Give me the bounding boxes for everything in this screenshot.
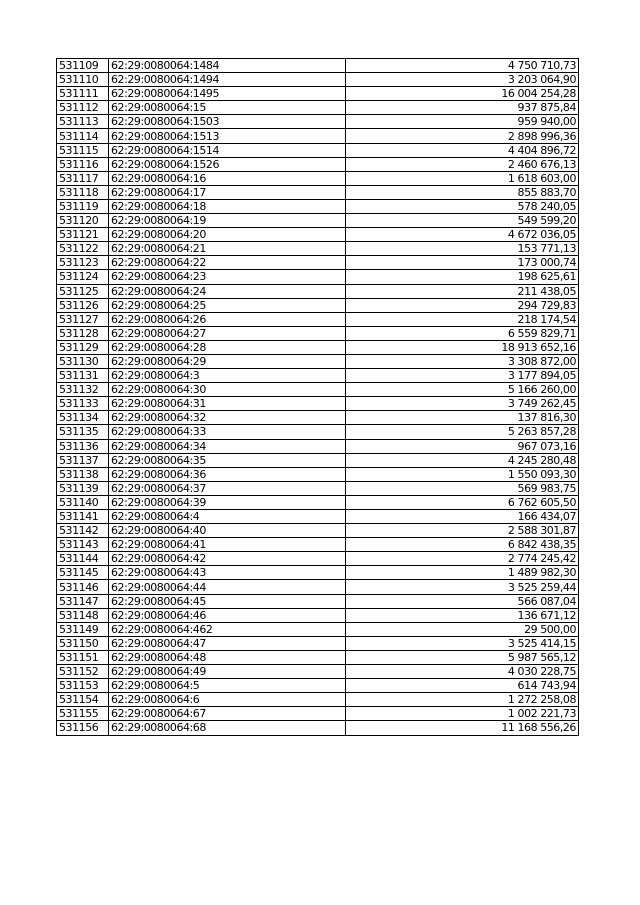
table-row (57, 199, 579, 213)
table-row (57, 707, 579, 721)
row-number-cell: 531119 (57, 199, 109, 213)
table-row (57, 129, 579, 143)
cadastral-number-cell: 62:29:0080064:32 (109, 411, 346, 425)
cadastral-number-cell: 62:29:0080064:33 (109, 425, 346, 439)
cadastral-number-cell: 62:29:0080064:4 (109, 510, 346, 524)
row-number-cell: 531111 (57, 87, 109, 101)
value-cell: 218 174,54 (346, 312, 579, 326)
table-row (57, 298, 579, 312)
value-cell: 16 004 254,28 (346, 87, 579, 101)
row-number-cell: 531109 (57, 59, 109, 73)
value-cell: 173 000,74 (346, 256, 579, 270)
cadastral-number-cell: 62:29:0080064:1484 (109, 59, 346, 73)
row-number-cell: 531149 (57, 622, 109, 636)
row-number-cell: 531127 (57, 312, 109, 326)
value-cell: 4 672 036,05 (346, 228, 579, 242)
value-cell: 211 438,05 (346, 284, 579, 298)
table-row (57, 693, 579, 707)
cadastral-number-cell: 62:29:0080064:24 (109, 284, 346, 298)
cadastral-number-cell: 62:29:0080064:67 (109, 707, 346, 721)
cadastral-number-cell: 62:29:0080064:16 (109, 171, 346, 185)
table-row (57, 214, 579, 228)
value-cell: 29 500,00 (346, 622, 579, 636)
row-number-cell: 531112 (57, 101, 109, 115)
row-number-cell: 531156 (57, 721, 109, 735)
cadastral-number-cell: 62:29:0080064:31 (109, 397, 346, 411)
cadastral-number-cell: 62:29:0080064:5 (109, 679, 346, 693)
value-cell: 566 087,04 (346, 594, 579, 608)
table-row (57, 101, 579, 115)
value-cell: 959 940,00 (346, 115, 579, 129)
row-number-cell: 531132 (57, 383, 109, 397)
row-number-cell: 531136 (57, 439, 109, 453)
table-row (57, 143, 579, 157)
table-row (57, 256, 579, 270)
table-row (57, 340, 579, 354)
table-row (57, 721, 579, 735)
value-cell: 3 177 894,05 (346, 369, 579, 383)
cadastral-number-cell: 62:29:0080064:27 (109, 326, 346, 340)
cadastral-number-cell: 62:29:0080064:15 (109, 101, 346, 115)
value-cell: 3 749 262,45 (346, 397, 579, 411)
table-row (57, 566, 579, 580)
row-number-cell: 531115 (57, 143, 109, 157)
cadastral-number-cell: 62:29:0080064:39 (109, 495, 346, 509)
table-row (57, 383, 579, 397)
row-number-cell: 531138 (57, 467, 109, 481)
cadastral-number-cell: 62:29:0080064:20 (109, 228, 346, 242)
value-cell: 2 588 301,87 (346, 524, 579, 538)
table-row (57, 312, 579, 326)
table-row (57, 157, 579, 171)
value-cell: 1 550 093,30 (346, 467, 579, 481)
row-number-cell: 531128 (57, 326, 109, 340)
row-number-cell: 531142 (57, 524, 109, 538)
cadastral-number-cell: 62:29:0080064:45 (109, 594, 346, 608)
cadastral-number-cell: 62:29:0080064:42 (109, 552, 346, 566)
cadastral-number-cell: 62:29:0080064:22 (109, 256, 346, 270)
table-row (57, 580, 579, 594)
value-cell: 1 002 221,73 (346, 707, 579, 721)
value-cell: 4 245 280,48 (346, 453, 579, 467)
table-row (57, 467, 579, 481)
cadastral-number-cell: 62:29:0080064:23 (109, 270, 346, 284)
row-number-cell: 531135 (57, 425, 109, 439)
value-cell: 153 771,13 (346, 242, 579, 256)
value-cell: 198 625,61 (346, 270, 579, 284)
row-number-cell: 531144 (57, 552, 109, 566)
row-number-cell: 531110 (57, 73, 109, 87)
row-number-cell: 531121 (57, 228, 109, 242)
value-cell: 937 875,84 (346, 101, 579, 115)
table-body (57, 59, 579, 736)
table-row (57, 73, 579, 87)
table-row (57, 354, 579, 368)
table-row (57, 608, 579, 622)
row-number-cell: 531137 (57, 453, 109, 467)
cadastral-number-cell: 62:29:0080064:1526 (109, 157, 346, 171)
cadastral-number-cell: 62:29:0080064:25 (109, 298, 346, 312)
table-row (57, 87, 579, 101)
row-number-cell: 531125 (57, 284, 109, 298)
value-cell: 18 913 652,16 (346, 340, 579, 354)
value-cell: 614 743,94 (346, 679, 579, 693)
row-number-cell: 531113 (57, 115, 109, 129)
value-cell: 1 489 982,30 (346, 566, 579, 580)
value-cell: 2 898 996,36 (346, 129, 579, 143)
row-number-cell: 531114 (57, 129, 109, 143)
cadastral-number-cell: 62:29:0080064:1494 (109, 73, 346, 87)
table-row (57, 524, 579, 538)
value-cell: 578 240,05 (346, 199, 579, 213)
cadastral-number-cell: 62:29:0080064:1514 (109, 143, 346, 157)
row-number-cell: 531116 (57, 157, 109, 171)
table-row (57, 369, 579, 383)
cadastral-number-cell: 62:29:0080064:1513 (109, 129, 346, 143)
row-number-cell: 531117 (57, 171, 109, 185)
value-cell: 5 987 565,12 (346, 650, 579, 664)
table-row (57, 481, 579, 495)
table-row (57, 411, 579, 425)
row-number-cell: 531131 (57, 369, 109, 383)
value-cell: 294 729,83 (346, 298, 579, 312)
value-cell: 967 073,16 (346, 439, 579, 453)
value-cell: 4 750 710,73 (346, 59, 579, 73)
row-number-cell: 531155 (57, 707, 109, 721)
table-row (57, 185, 579, 199)
row-number-cell: 531123 (57, 256, 109, 270)
table-row (57, 453, 579, 467)
cadastral-number-cell: 62:29:0080064:29 (109, 354, 346, 368)
row-number-cell: 531134 (57, 411, 109, 425)
row-number-cell: 531130 (57, 354, 109, 368)
value-cell: 3 525 414,15 (346, 636, 579, 650)
table-row (57, 495, 579, 509)
value-cell: 4 404 896,72 (346, 143, 579, 157)
row-number-cell: 531145 (57, 566, 109, 580)
cadastral-number-cell: 62:29:0080064:462 (109, 622, 346, 636)
table-row (57, 228, 579, 242)
row-number-cell: 531126 (57, 298, 109, 312)
table-row (57, 326, 579, 340)
table-row (57, 115, 579, 129)
cadastral-number-cell: 62:29:0080064:46 (109, 608, 346, 622)
row-number-cell: 531151 (57, 650, 109, 664)
value-cell: 11 168 556,26 (346, 721, 579, 735)
row-number-cell: 531152 (57, 665, 109, 679)
table-row (57, 284, 579, 298)
table-row (57, 510, 579, 524)
table-row (57, 665, 579, 679)
value-cell: 569 983,75 (346, 481, 579, 495)
row-number-cell: 531150 (57, 636, 109, 650)
cadastral-value-table (56, 58, 579, 736)
row-number-cell: 531124 (57, 270, 109, 284)
row-number-cell: 531148 (57, 608, 109, 622)
value-cell: 3 525 259,44 (346, 580, 579, 594)
value-cell: 2 774 245,42 (346, 552, 579, 566)
cadastral-number-cell: 62:29:0080064:28 (109, 340, 346, 354)
table-row (57, 650, 579, 664)
cadastral-number-cell: 62:29:0080064:30 (109, 383, 346, 397)
table-row (57, 270, 579, 284)
row-number-cell: 531120 (57, 214, 109, 228)
cadastral-number-cell: 62:29:0080064:40 (109, 524, 346, 538)
cadastral-number-cell: 62:29:0080064:35 (109, 453, 346, 467)
value-cell: 5 166 260,00 (346, 383, 579, 397)
row-number-cell: 531122 (57, 242, 109, 256)
cadastral-number-cell: 62:29:0080064:34 (109, 439, 346, 453)
row-number-cell: 531154 (57, 693, 109, 707)
table-row (57, 538, 579, 552)
cadastral-number-cell: 62:29:0080064:18 (109, 199, 346, 213)
row-number-cell: 531139 (57, 481, 109, 495)
row-number-cell: 531141 (57, 510, 109, 524)
table-row (57, 552, 579, 566)
cadastral-number-cell: 62:29:0080064:44 (109, 580, 346, 594)
cadastral-number-cell: 62:29:0080064:41 (109, 538, 346, 552)
value-cell: 136 671,12 (346, 608, 579, 622)
row-number-cell: 531118 (57, 185, 109, 199)
cadastral-number-cell: 62:29:0080064:3 (109, 369, 346, 383)
cadastral-number-cell: 62:29:0080064:47 (109, 636, 346, 650)
row-number-cell: 531143 (57, 538, 109, 552)
cadastral-number-cell: 62:29:0080064:17 (109, 185, 346, 199)
value-cell: 3 308 872,00 (346, 354, 579, 368)
table-row (57, 242, 579, 256)
value-cell: 1 618 603,00 (346, 171, 579, 185)
value-cell: 137 816,30 (346, 411, 579, 425)
cadastral-number-cell: 62:29:0080064:49 (109, 665, 346, 679)
value-cell: 6 842 438,35 (346, 538, 579, 552)
table-row (57, 439, 579, 453)
row-number-cell: 531146 (57, 580, 109, 594)
value-cell: 6 762 605,50 (346, 495, 579, 509)
cadastral-number-cell: 62:29:0080064:43 (109, 566, 346, 580)
value-cell: 5 263 857,28 (346, 425, 579, 439)
value-cell: 855 883,70 (346, 185, 579, 199)
cadastral-number-cell: 62:29:0080064:48 (109, 650, 346, 664)
table-row (57, 397, 579, 411)
cadastral-number-cell: 62:29:0080064:6 (109, 693, 346, 707)
row-number-cell: 531133 (57, 397, 109, 411)
value-cell: 4 030 228,75 (346, 665, 579, 679)
cadastral-number-cell: 62:29:0080064:37 (109, 481, 346, 495)
cadastral-number-cell: 62:29:0080064:19 (109, 214, 346, 228)
cadastral-number-cell: 62:29:0080064:26 (109, 312, 346, 326)
cadastral-number-cell: 62:29:0080064:1495 (109, 87, 346, 101)
value-cell: 2 460 676,13 (346, 157, 579, 171)
row-number-cell: 531147 (57, 594, 109, 608)
row-number-cell: 531140 (57, 495, 109, 509)
table-row (57, 636, 579, 650)
table-row (57, 171, 579, 185)
cadastral-number-cell: 62:29:0080064:36 (109, 467, 346, 481)
table-row (57, 679, 579, 693)
table-row (57, 594, 579, 608)
table-row (57, 425, 579, 439)
value-cell: 549 599,20 (346, 214, 579, 228)
cadastral-number-cell: 62:29:0080064:1503 (109, 115, 346, 129)
cadastral-number-cell: 62:29:0080064:21 (109, 242, 346, 256)
row-number-cell: 531153 (57, 679, 109, 693)
value-cell: 166 434,07 (346, 510, 579, 524)
value-cell: 1 272 258,08 (346, 693, 579, 707)
value-cell: 3 203 064,90 (346, 73, 579, 87)
cadastral-number-cell: 62:29:0080064:68 (109, 721, 346, 735)
value-cell: 6 559 829,71 (346, 326, 579, 340)
row-number-cell: 531129 (57, 340, 109, 354)
table-row (57, 622, 579, 636)
table-row (57, 59, 579, 73)
